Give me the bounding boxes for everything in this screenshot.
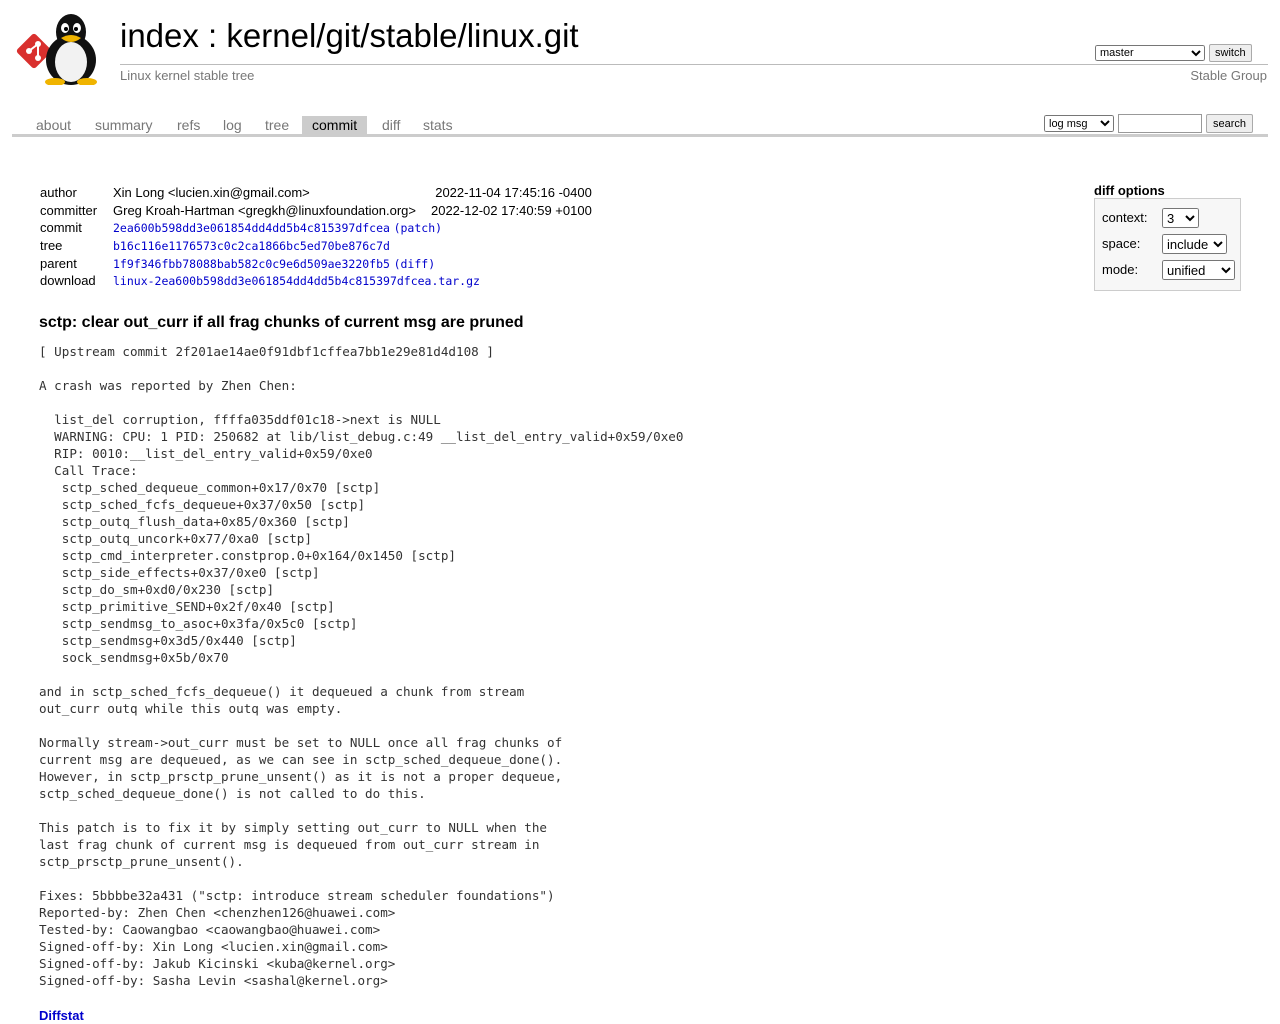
commit-info-table (40, 184, 592, 290)
tab-refs[interactable]: refs (177, 117, 201, 133)
committer-date: 2022-12-02 17:40:59 +0100 (430, 202, 592, 218)
committer-value: Greg Kroah-Hartman <gregkh@linuxfoundation.org> (113, 202, 416, 218)
tab-about[interactable]: about (36, 117, 72, 133)
diffstat-link[interactable]: Diffstat (39, 1008, 84, 1023)
context-label: context: (1102, 210, 1148, 225)
tab-tree[interactable]: tree (265, 117, 290, 133)
committer-label: committer (40, 202, 98, 218)
diff-options-title: diff options (1094, 183, 1165, 198)
parent-row (40, 254, 592, 272)
commit-row (40, 219, 592, 237)
download-row (40, 272, 592, 290)
page-title (120, 16, 579, 56)
tree-row (40, 237, 592, 255)
tree-label: tree (40, 238, 63, 254)
header-divider (120, 64, 1268, 65)
context-select[interactable] (1162, 208, 1199, 228)
search-button[interactable]: search (1206, 114, 1253, 133)
tab-log[interactable]: log (223, 117, 242, 133)
commit-subject: sctp: clear out_curr if all frag chunks of current msg are pruned (39, 314, 524, 331)
mode-select[interactable] (1162, 260, 1235, 280)
space-select[interactable] (1162, 234, 1227, 254)
author-value: Xin Long <lucien.xin@gmail.com> (113, 185, 310, 201)
parent-diff-link[interactable]: (diff) (393, 256, 436, 271)
repo-description: Linux kernel stable tree (120, 68, 255, 83)
commit-label: commit (40, 220, 82, 236)
title-separator: : (198, 17, 227, 54)
committer-row (40, 202, 592, 220)
mode-label: mode: (1102, 262, 1139, 277)
patch-link[interactable]: (patch) (393, 221, 443, 236)
tab-diff[interactable]: diff (382, 117, 401, 133)
commit-sha-link[interactable]: 2ea600b598dd3e061854dd4dd5b4c815397dfcea (113, 221, 390, 236)
search-type-select[interactable] (1044, 115, 1114, 132)
tux-penguin-logo (35, 10, 110, 85)
parent-sha-link[interactable]: 1f9f346fbb78088bab582c0c9e6d509ae3220fb5 (113, 256, 390, 271)
space-label: space: (1102, 236, 1141, 251)
author-label: author (40, 185, 77, 201)
index-link[interactable]: index (120, 17, 199, 54)
commit-message: [ Upstream commit 2f201ae14ae0f91dbf1cffea7bb1e29e81d4d108 ] A crash was reported by Zhen Chen: list_del corruption, ffffa035ddf01c18->next is NULL WARNING: CPU: 1 PID: 250682 at lib/list_debug.c:49 __list_del_entry_valid+0x59/0xe0 RIP: 0010:__list_del_entry_valid+0x59/0xe0 Call Trace: sctp_sched_dequeue_common+0x17/0x70 [sctp] sctp_sched_fcfs_dequeue+0x37/0x50 [sctp] sctp_outq_flush_data+0x85/0x360 [sctp] sctp_outq_uncork+0x77/0xa0 [sctp] sctp_cmd_interpreter.constprop.0+0x164/0x1450 [sctp] sctp_side_effects+0x37/0xe0 [sctp] sctp_do_sm+0xd0/0x230 [sctp] sctp_primitive_SEND+0x2f/0x40 [sctp] sctp_sendmsg_to_asoc+0x3fa/0x5c0 [sctp] sctp_sendmsg+0x3d5/0x440 [sctp] sock_sendmsg+0x5b/0x70 and in sctp_sched_fcfs_dequeue() it dequeued a chunk from stream out_curr outq while this outq was empty. Normally stream->out_curr must be set to NULL once all frag chunks of current msg are dequeued, as we can see in sctp_sched_dequeue_done(). However, in sctp_prsctp_prune_unsent() as it is not a proper dequeue, sctp_sched_dequeue_done() is not called to do this. This patch is to fix it by simply setting out_curr to NULL when the last frag chunk of current msg is dequeued from out_curr stream in sctp_prsctp_prune_unsent(). Fixes: 5bbbbe32a431 ("sctp: introduce stream scheduler foundations") Reported-by: Zhen Chen <chenzhen126@huawei.com> Tested-by: Caowangbao <caowangbao@huawei.com> Signed-off-by: Xin Long <lucien.xin@gmail.com> Signed-off-by: Jakub Kicinski <kuba@kernel.org> Signed-off-by: Sasha Levin <sashal@kernel.org> (39, 344, 684, 988)
tree-sha-link[interactable]: b16c116e1176573c0c2ca1866bc5ed70be876c7d (113, 239, 390, 254)
repo-link[interactable]: kernel/git/stable/linux.git (226, 17, 579, 54)
author-date: 2022-11-04 17:45:16 -0400 (435, 185, 592, 201)
diff-options-panel (1094, 198, 1241, 291)
tab-stats[interactable]: stats (423, 117, 453, 133)
tab-summary[interactable]: summary (95, 117, 153, 133)
repo-owner: Stable Group (1190, 68, 1267, 83)
parent-label: parent (40, 255, 77, 271)
download-label: download (40, 273, 96, 289)
search-input[interactable] (1118, 114, 1202, 133)
tab-commit[interactable]: commit (302, 116, 367, 134)
branch-select[interactable] (1095, 45, 1205, 61)
author-row (40, 184, 592, 202)
switch-button[interactable]: switch (1209, 44, 1252, 62)
download-link[interactable]: linux-2ea600b598dd3e061854dd4dd5b4c815397dfcea.tar.gz (113, 274, 480, 289)
